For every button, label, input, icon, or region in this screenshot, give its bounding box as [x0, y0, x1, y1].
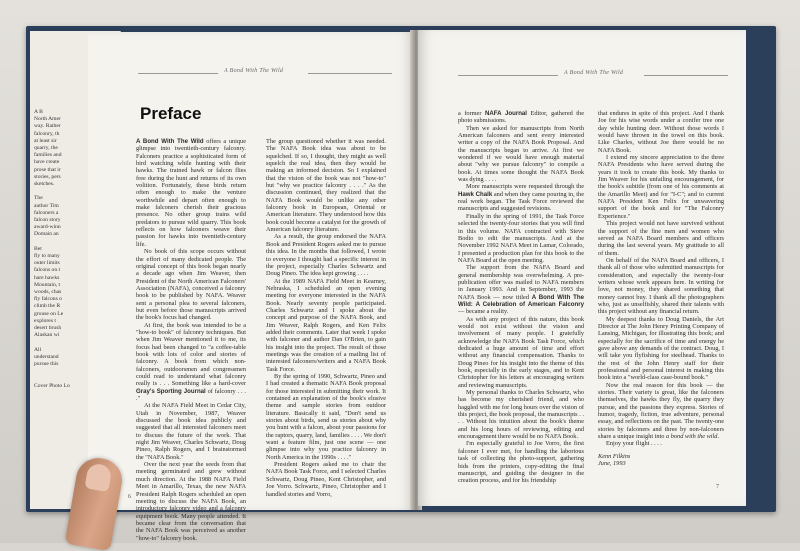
under-page-line: fly to many: [34, 253, 60, 259]
paragraph: [598, 110, 724, 154]
under-page-line: The: [34, 195, 43, 202]
under-page-line: award-winn: [34, 224, 61, 231]
head-rule-right-2: [644, 75, 728, 76]
under-page-line: have create: [34, 159, 60, 166]
paragraph: [458, 110, 584, 125]
under-page-line: way. Rather: [34, 123, 61, 130]
journal-title: Gray's Sporting Journal: [136, 387, 206, 395]
under-page-line: woods, chas: [34, 289, 62, 295]
paragraph-text: .: [717, 433, 720, 441]
signature: [598, 453, 724, 468]
paragraph: [458, 389, 584, 440]
under-page-line: falconers a: [34, 209, 59, 216]
right-column-2: [598, 110, 724, 468]
paragraph-text: I'm especially grateful to Joe Vorro, the first falconer I ever met, for handling the laborious task of collecting the photo-support, gathering bids from the printers, copy-editing the final manuscript, and guiding the designer in the creation process, and for his friendship: [458, 440, 584, 485]
head-rule-left: [138, 73, 218, 74]
under-page-line: outer limits: [34, 260, 60, 267]
head-rule-left-2: [308, 73, 392, 74]
under-page-line: A B: [34, 109, 43, 115]
paragraph-text: As with any project of this nature, this book would not exist without the vision and involvement of many people. I gratefully acknowledge the NAFA Book Task Force, which dedicated a huge amount of time and effort without any financial compensation. Thanks to Doug Pineo for his insight into the theme of this book, especially in the early stages, and to Kent Christopher for his letters at encouraging writers and reviewing manuscripts.: [458, 315, 584, 389]
paragraph: [598, 440, 724, 447]
paragraph: [598, 257, 724, 316]
paragraph-text: Enjoy your flight . . . .: [606, 440, 662, 448]
bold-title: A Bond With The Wild: A Celebration of American Falconry: [458, 293, 584, 308]
under-page-line: falcon story: [34, 217, 61, 223]
page-title: Preface: [140, 104, 202, 123]
left-page: [88, 32, 414, 542]
paragraph-text: This project would not have survived without the support of the fine men and women who served as NAFA Board members and officers during the last several years. My gratitude to all of them.: [598, 220, 724, 257]
paragraph: [458, 264, 584, 315]
paragraph-text: As a result, the group endorsed the NAFA Book and President Rogers asked me to pursue this idea. In the months that followed, I wrote to everyone I thought had a specific interest in the project, especially Charles Schwartz and Doug Pineo. The idea kept growing . . . .: [266, 233, 386, 278]
right-column-1: [458, 110, 584, 485]
under-page-line: sketches.: [34, 181, 55, 187]
paragraph: [266, 373, 386, 461]
under-page-line: stories, pers: [34, 173, 61, 180]
under-page-line: climb the R: [34, 303, 61, 310]
paragraph-text: offers a unique glimpse into twentieth-century falconry. Falconers practice a sophisticated form of bird watching while hunting with their hawks. The trained hawk or falcon flies free during the hunt and returns of its own volition. Fortunately, these birds return often enough to make the venture worthwhile and depart often enough to make falconers cherish their gracious presence. No other group trains wild predators to pursue wild quarry. This book reflects on how falconers weave their passion for hawks into twentieth-century life.: [136, 138, 247, 248]
paragraph-text: At first, the book was intended to be a "how-to book" of falconry techniques. But when Jim Weaver mentioned it to me, its focus had been changed to "a coffee-table book with lots of color and stories of falconry. A book from which non-falconers, outdoorsmen and congressmen could read to understand what falconry really is . . . Something like a hard-cover: [136, 321, 246, 388]
left-column-1: [136, 138, 246, 542]
under-page-line: quarry, the: [34, 145, 58, 151]
thumbnail: [84, 462, 112, 492]
book-title-lead: A Bond With The Wild: [136, 138, 204, 145]
under-page-line: understand: [34, 353, 59, 360]
paragraph-text: The support from the NAFA Board and general membership was overwhelming. A pre-publication offer was mailed to NAFA members in January 1993. And in September, 1993 the NAFA Book — now titled: [458, 264, 584, 301]
paragraph: [598, 316, 724, 382]
under-page-line: Cover Photo Lo: [34, 382, 70, 389]
paragraph-text: of falconry . . . .": [136, 387, 246, 403]
bold-title: NAFA Journal: [484, 110, 527, 117]
paragraph-text: — became a reality.: [458, 308, 509, 316]
running-head-right: A Bond With The Wild: [564, 70, 624, 76]
paragraph-text: Then we asked for manuscripts from North American falconers and sent every interested writer a copy of the NAFA Book Proposal. And the manuscripts began to arrive. At first we wondered if we would have enough material about "why we pursue falconry" to compile a book. At times some thought the NAFA Book was dying . . . .: [458, 124, 584, 184]
paragraph: [458, 125, 584, 184]
paragraph-text: Finally in the spring of 1991, the Task Force selected the twenty-four stories that you will find in this volume. NAFA contracted with Steve Bodio to edit the manuscripts. And at the November 1992 NAFA Meet in Lamar, Colorado, I presented a production plan for this book to the NAFA Board at the open meeting.: [458, 212, 584, 264]
paragraph-text: Now the real reason for this book — the stories. Their variety is great, like the falconers themselves, the hawks they fly, the quarry they pursue, and the passions they express. Stories of humor, tragedy, fiction, true adventure, personal essay, and reflections on the past. The twenty-one stories by falconers and three by non-falconers share a unique insight into: [598, 381, 724, 441]
under-page-line: All: [34, 346, 42, 353]
under-page-line: prose that ir: [34, 166, 61, 173]
signature-name: Kenn Filkins: [598, 452, 631, 460]
paragraph: [598, 382, 724, 441]
paragraph-text: and when they came pouring in, the real work began. The Task Force reviewed the manuscripts and suggested revisions.: [458, 190, 584, 213]
paragraph-text: No book of this scope occurs without the effort of many dedicated people. The original concept of this book began nearly a decade ago when Jim Weaver, then President of the North American Falconers' Association (NAFA), conceived a falconry book to be published by NAFA. Weaver sent a personal plea to several falconers, but even before those manuscripts arrived the book's focus had changed.: [136, 248, 246, 322]
page-number-right: 7: [716, 484, 719, 490]
paragraph: [266, 461, 386, 498]
paragraph-text: that endures in spite of this project. And I thank Joe for his wise words under a conifer tree one day while hunting deer. Without those words I would have thrown in the towel on this book. Like Charles, without Joe there would be no NAFA Book.: [598, 110, 724, 154]
under-page-line: at least sir: [34, 137, 57, 144]
left-column-2: [266, 138, 386, 498]
paragraph: [598, 220, 724, 257]
paragraph: [136, 138, 246, 248]
paragraph: [266, 233, 386, 277]
paragraph: [266, 138, 386, 233]
under-page-line: desert brush: [34, 325, 62, 331]
paragraph-text: President Rogers asked me to chair the NAFA Book Task Force, and I selected Charles Schwartz, Doug Pineo, Kent Christopher, and Joe Vorro. Schwartz, Pineo, Christopher and I handled stories and Vorro,: [266, 461, 386, 498]
paragraph-text: On behalf of the NAFA Board and officers, I thank all of those who submitted manuscripts for consideration, and especially the twenty-four writers whose work appears here. In writing for love, not money, they shared something that money cannot buy. I thank all the photographers who, just as unselfishly, shared their talents with this project without any financial return.: [598, 256, 724, 316]
paragraph: [136, 461, 246, 542]
under-page-line: author Tim: [34, 202, 59, 209]
under-page-line: grouse on Le: [34, 310, 64, 317]
under-page-line: Domain an: [34, 231, 59, 238]
signature-date: June, 1993: [598, 460, 626, 468]
paragraph-text: a former: [458, 110, 485, 117]
paragraph: [458, 316, 584, 389]
paragraph: [136, 322, 246, 403]
paragraph-text: The group questioned whether it was needed. The NAFA Book idea was about to be squelched. If so, I thought, they might as well squelch the real idea, then they would be making an informed decision. So I explained that the vision of the book was not "how-to" but "why we practice falconry . . . ." As the discussion continued, they realized that the NAFA Book would be unlike any other falconry book in European, Oriental or American literature. They understood how this book could become a catalyst for the growth of American falconry literature.: [266, 138, 386, 234]
under-page-line: falconry, th: [34, 130, 60, 137]
page-number-left: 6: [128, 494, 131, 500]
paragraph: [458, 183, 584, 212]
under-page-line: hare hawks: [34, 274, 60, 281]
paragraph-text: By the spring of 1990, Schwartz, Pineo and I had created a thematic NAFA Book proposal for those interested in submitting their work. It contained an explanation of the book's elusive theme and sample stories from outdoor literature. Basically it said, "Don't send us stories about birds, send us stories about why you hunt with a falcon, about your passions for the raptors, quarry, land, families . . . . We don't want a feature film, just one scene — one glimpse into why you practice falconry in North America in the 1990s . . . .": [266, 373, 386, 461]
under-page-line: fly falcons o: [34, 296, 62, 303]
paragraph-text: Over the next year the seeds from that meeting germinated and grew without much direction. At the 1988 NAFA Field Meet in Amarillo, Texas, the new NAFA President Ralph Rogers scheduled an open meeting to discuss the NAFA Book, an introductory falconry video and a falconry equipment book. Many people attended. It became clear from the conversation that the NAFA Book was perceived as another "how-to" falconry book.: [136, 461, 246, 542]
under-page-line: Alaskan wi: [34, 332, 60, 339]
paragraph: [136, 402, 246, 461]
under-page-line: Mountain, t: [34, 281, 61, 288]
head-rule-right: [458, 75, 558, 76]
under-page-line: explores t: [34, 317, 56, 324]
paragraph: [598, 154, 724, 220]
paragraph-text: At the 1989 NAFA Field Meet in Kearney, Nebraska, I scheduled an open evening meeting for everyone interested in the NAFA Book. Nearly seventy people participated. Charles Schwartz and I spoke about the concept and purpose of the NAFA Book, and Jim Weaver, Ralph Rogers, and Ken Felix added their comments. Later that week I spoke with falconer and author Dan O'Brien, to gain his insight into the project. The result of those meetings was the creation of a mailing list of interested falconers/writers and a NAFA Book Task Force.: [266, 277, 386, 373]
paragraph: [458, 213, 584, 264]
under-page-line: falcons on t: [34, 267, 61, 274]
paragraph-text: At the NAFA Field Meet in Cedar City, Utah in November, 1987, Weaver discussed the book idea publicly and suggested that all interested falconers meet to discuss the future of the work. That night Jim Weaver, Charles Schwartz, Doug Pineo, Ralph Rogers, and I brainstormed the "NAFA Book.": [136, 402, 246, 461]
paragraph-text: I extend my sincere appreciation to the three NAFA Presidents who have served during the years it took to create this book. My thanks to Jim Weaver for his unfailing encouragement, for the book's subtitle (from one of his comments at the Amarillo Meet) and for "I-C"; and to current NAFA President Ken Felix for unwavering support of the book and for "The Falconry Experience.": [598, 154, 724, 220]
under-page-line: families and: [34, 152, 62, 159]
bold-title: Hawk Chalk: [458, 190, 493, 198]
right-page: [418, 30, 746, 506]
under-page-line: North Amer: [34, 116, 61, 123]
paragraph: [266, 278, 386, 373]
paragraph-text: Editor, gathered the photo submissions.: [458, 110, 584, 125]
paragraph-text: More manuscripts were requested through the: [466, 183, 584, 191]
paragraph: [458, 440, 584, 484]
under-page-line: pursue this: [34, 361, 59, 367]
running-head-left: A Bond With The Wild: [224, 68, 284, 74]
under-page-line: Bet: [34, 245, 42, 252]
italic-title: a bond with the wild: [666, 433, 718, 441]
paragraph-text: My deepest thanks to Doug Daniels, the Art Director at The John Henry Printing Company of Lansing, Michigan, for illustrating this book; and especially for the sacrifice of time and energy he gave above any demands of the contract. Doug, I will take you flyfishing for steelhead. Thanks to the rest of the John Henry staff for their professional and personal interest in making this book into a "world-class case-bound book.": [598, 315, 724, 382]
paragraph-text: My personal thanks to Charles Schwartz, who has become my cherished friend, and who haggled with me for long hours over the vision of this project, the book proposal, the manuscripts . . . . Without his intuition about the book's theme and his long hours of reviewing, editing and encouragement there would be no NAFA Book.: [458, 389, 584, 441]
paragraph: [136, 248, 246, 321]
